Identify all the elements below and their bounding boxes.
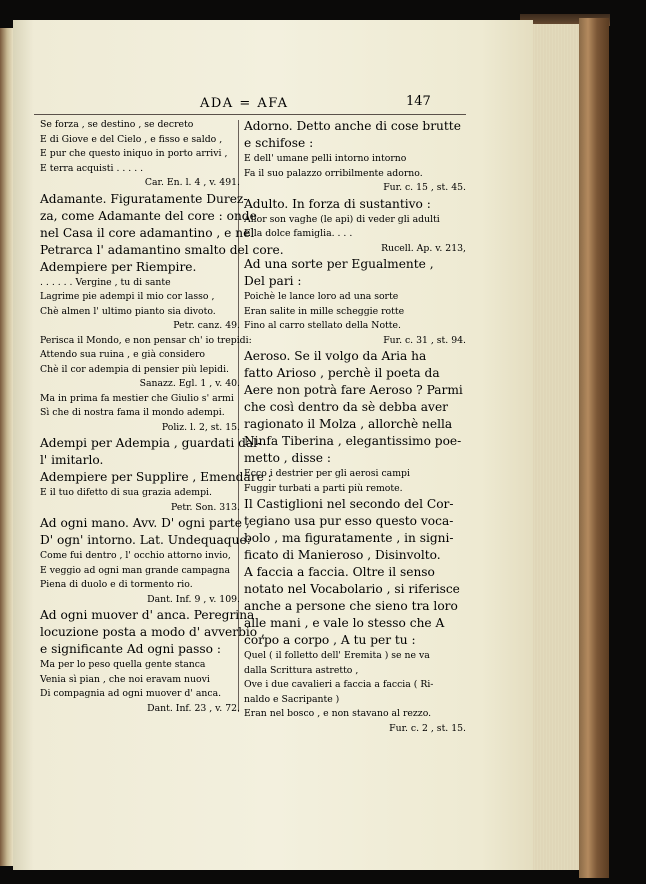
prose-line: ficato di Manieroso , Disinvolto.	[244, 548, 441, 562]
prose-line: e schifose :	[244, 136, 314, 150]
citation-line: Dant. Inf. 9 , v. 109.	[147, 593, 240, 605]
verse-line: Lagrime pie adempi il mio cor lasso ,	[40, 291, 215, 302]
verse-line: Attendo sua ruina , e già considero	[40, 349, 205, 360]
prose-line: fatto Arioso , perchè il poeta da	[244, 366, 440, 380]
verse-line: Ove i due cavalieri a faccia a faccia ( Ri-	[244, 679, 434, 690]
running-header: ADA = AFA	[200, 96, 289, 111]
prose-line: anche a persone che sieno tra loro	[244, 599, 458, 613]
prose-line: Aeroso. Se il volgo da Aria ha	[244, 349, 427, 363]
prose-line: metto , disse :	[244, 451, 331, 465]
prose-line: bolo , ma figuratamente , in signi-	[244, 531, 454, 545]
verse-line: Ma in prima fa mestier che Giulio s' armi	[40, 392, 234, 404]
verse-line: E dell' umane pelli intorno intorno	[244, 153, 407, 164]
prose-line: l' imitarlo.	[40, 453, 104, 467]
prose-line: Adamante. Figuratamente Durez-	[40, 191, 248, 206]
citation-line: Poliz. l. 2, st. 15.	[161, 421, 240, 433]
prose-line: Adulto. In forza di sustantivo :	[244, 196, 431, 211]
citation-line: Rucell. Ap. v. 213,	[381, 242, 466, 254]
verse-line: Eran nel bosco , e non stavano al rezzo.	[244, 708, 432, 719]
verse-line: Quel ( il folletto dell' Eremita ) se ne va	[244, 650, 430, 661]
verse-line: Chè il cor adempia di pensier più lepidi.	[40, 363, 230, 375]
verse-line: Sì che di nostra fama il mondo adempi.	[40, 407, 225, 418]
prose-line: A faccia a faccia. Oltre il senso	[244, 565, 435, 579]
prose-line: locuzione posta a modo d' avverbio ,	[40, 625, 265, 639]
prose-line: Adorno. Detto anche di cose brutte	[244, 119, 461, 133]
citation-line: Fur. c. 31 , st. 94.	[383, 334, 466, 346]
verse-line: Poichè le lance loro ad una sorte	[244, 291, 399, 302]
citation-line: Dant. Inf. 23 , v. 72.	[147, 702, 240, 714]
prose-line: Adempiere per Supplire , Emendare :	[40, 470, 272, 484]
prose-line: D' ogn' intorno. Lat. Undequaque:	[40, 533, 251, 547]
prose-line: Ad ogni mano. Avv. D' ogni parte ,	[40, 516, 250, 530]
prose-line: notato nel Vocabolario , si riferisce	[244, 582, 460, 596]
right-column	[244, 118, 466, 736]
facing-page-edge	[0, 28, 13, 866]
verse-line: Come fui dentro , l' occhio attorno invio,	[40, 550, 231, 561]
prose-line: che così dentro da sè debba aver	[244, 400, 448, 414]
verse-line: Chè almen l' ultimo pianto sia divoto.	[40, 305, 216, 317]
prose-line: Petrarca l' adamantino smalto del core.	[40, 242, 284, 257]
verse-line: E la dolce famiglia. . . .	[244, 228, 353, 239]
verse-line: E il tuo difetto di sua grazia adempi.	[40, 487, 212, 498]
citation-line: Fur. c. 15 , st. 45.	[383, 182, 466, 193]
page-stack-edges	[533, 24, 579, 870]
prose-line: e significante Ad ogni passo :	[40, 642, 221, 656]
verse-line: Venia sì pian , che noi eravam nuovi	[40, 673, 210, 685]
verse-line: Ecco i destrier per gli aerosi campi	[244, 468, 410, 479]
verse-line: Perisca il Mondo, e non pensar ch' io trepidi:	[40, 334, 252, 346]
citation-line: Petr. Son. 313.	[171, 501, 240, 513]
verse-line: naldo e Sacripante )	[244, 693, 340, 705]
prose-line: corpo a corpo , A tu per tu :	[244, 633, 416, 647]
prose-line: Del pari :	[244, 274, 302, 288]
prose-line: Adempi per Adempia , guardati dal-	[40, 436, 262, 450]
verse-line: Fa il suo palazzo orribilmente adorno.	[244, 167, 423, 179]
prose-line: Aere non potrà fare Aeroso ? Parmi	[244, 383, 463, 397]
verse-line: Eran salite in mille scheggie rotte	[244, 305, 405, 317]
prose-line: tegiano usa pur esso questo voca-	[244, 514, 454, 528]
verse-line: Fuggir turbati a parti più remote.	[244, 482, 403, 494]
verse-line: E veggio ad ogni man grande campagna	[40, 564, 231, 576]
prose-line: Ad una sorte per Egualmente ,	[244, 257, 434, 271]
verse-line: E terra acquisti . . . . .	[40, 162, 144, 174]
page-number: 147	[406, 94, 431, 109]
prose-line: Adempiere per Riempire.	[40, 259, 197, 274]
verse-line: Se forza , se destino , se decreto	[40, 119, 194, 130]
verse-line: E pur che questo iniquo in porto arrivi ,	[40, 148, 228, 159]
prose-line: Ad ogni muover d' anca. Peregrina	[40, 608, 255, 622]
verse-line: . . . . . . Vergine , tu di sante	[40, 276, 171, 288]
prose-line: za, come Adamante del core : onde	[40, 208, 257, 223]
header-rule	[34, 114, 466, 115]
citation-line: Car. En. l. 4 , v. 491.	[144, 177, 240, 188]
verse-line: Fino al carro stellato della Notte.	[244, 320, 401, 331]
verse-line: E di Giove e del Cielo , e fisso e saldo ,	[40, 133, 223, 145]
book-binding	[579, 18, 609, 878]
verse-line: Di compagnia ad ogni muover d' anca.	[40, 688, 222, 699]
citation-line: Sanazz. Egl. 1 , v. 40.	[139, 378, 240, 389]
prose-line: Ninfa Tiberina , elegantissimo poe-	[244, 434, 462, 448]
verse-line: Ma per lo peso quella gente stanca	[40, 659, 206, 670]
prose-line: ragionato il Molza , allorchè nella	[244, 417, 453, 431]
prose-line: alle mani , e vale lo stesso che A	[244, 616, 445, 630]
verse-line: dalla Scrittura astretto ,	[244, 664, 359, 676]
prose-line: nel Casa il core adamantino , e nel	[40, 225, 255, 240]
verse-line: Piena di duolo e di tormento rio.	[40, 579, 193, 590]
citation-line: Petr. canz. 49.	[173, 320, 240, 331]
verse-line: Allor son vaghe (le api) di veder gli adulti	[244, 213, 440, 225]
prose-line: Il Castiglioni nel secondo del Cor-	[244, 497, 454, 511]
citation-line: Fur. c. 2 , st. 15.	[389, 722, 466, 734]
